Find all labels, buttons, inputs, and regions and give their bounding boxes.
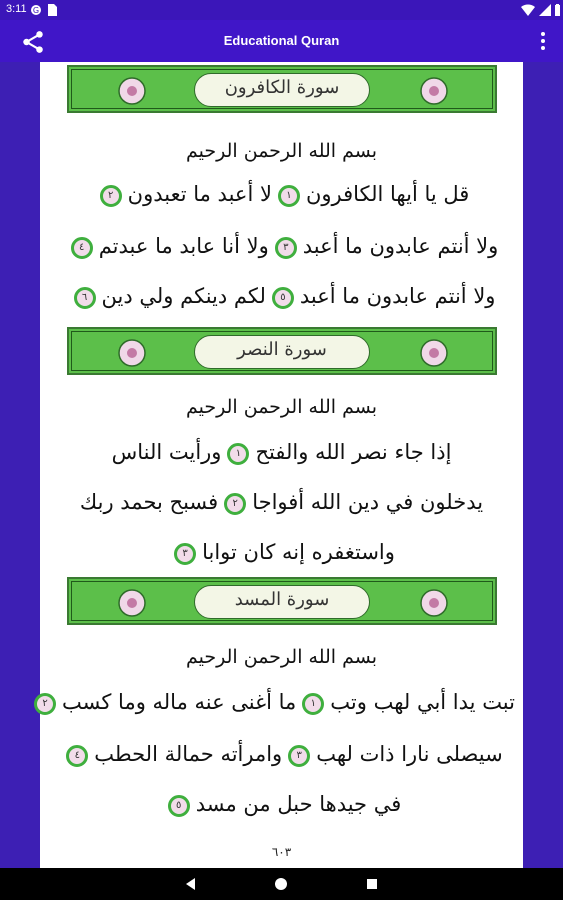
ayah-number-marker: ٣ [288, 745, 310, 767]
ayah-number-marker: ٤ [71, 237, 93, 259]
ayah-number-marker: ٢ [34, 693, 56, 715]
surah-header-banner [67, 65, 497, 113]
svg-text:G: G [32, 6, 40, 15]
nav-recents-icon[interactable] [364, 876, 380, 892]
verse-line [48, 182, 515, 207]
ayah-number-marker: ٢ [100, 185, 122, 207]
verse-text: تبت يدا أبي لهب وتب [330, 690, 515, 714]
verse-text: ولا أنتم عابدون ما أعبد [299, 284, 496, 308]
ayah-number-marker: ٤ [66, 745, 88, 767]
ayah-number-marker: ١ [227, 443, 249, 465]
wifi-icon [521, 4, 535, 16]
surah-title: سورة المسد [234, 589, 330, 610]
verse-line [42, 690, 515, 715]
verse-text: سيصلى نارا ذات لهب [316, 742, 503, 766]
signal-icon [539, 4, 551, 16]
surah-header-banner [67, 327, 497, 375]
verse-line [48, 490, 515, 515]
app-title: Educational Quran [223, 33, 340, 48]
verse-text: ما أغنى عنه ماله وما كسب [62, 690, 297, 714]
status-bar [0, 0, 563, 20]
rosette-ornament-icon [117, 338, 147, 368]
basmala: بسم الله الرحمن الرحيم [186, 646, 377, 668]
verse-text: ولا أنتم عابدون ما أعبد [302, 234, 499, 258]
ayah-number-marker: ٢ [224, 493, 246, 515]
nav-back-icon[interactable] [183, 876, 199, 892]
surah-header-banner [67, 577, 497, 625]
app-bar [0, 20, 563, 62]
verse-line [48, 792, 515, 817]
ayah-number-marker: ٥ [168, 795, 190, 817]
verse-text: لكم دينكم ولي دين [101, 284, 266, 308]
surah-title: سورة النصر [237, 339, 327, 360]
nav-home-icon[interactable] [273, 876, 289, 892]
verse-line [48, 540, 515, 565]
ayah-number-marker: ١ [302, 693, 324, 715]
more-vert-icon[interactable] [535, 30, 551, 52]
sim-card-icon [48, 4, 57, 16]
system-nav-bar [0, 868, 563, 900]
verse-text: ولا أنا عابد ما عبدتم [98, 234, 269, 258]
ayah-number-marker: ٦ [74, 287, 96, 309]
rosette-ornament-icon [419, 588, 449, 618]
notification-icon [30, 4, 42, 16]
verse-line [48, 284, 515, 309]
battery-icon [554, 4, 561, 16]
page-number: ٦٠٣ [271, 845, 292, 859]
ayah-number-marker: ٣ [275, 237, 297, 259]
status-time: 3:11 [6, 3, 27, 15]
verse-text: إذا جاء نصر الله والفتح [255, 440, 452, 464]
rosette-ornament-icon [419, 338, 449, 368]
basmala: بسم الله الرحمن الرحيم [186, 396, 377, 418]
verse-line [48, 440, 515, 465]
rosette-ornament-icon [117, 76, 147, 106]
basmala: بسم الله الرحمن الرحيم [186, 140, 377, 162]
verse-text: فسبح بحمد ربك [79, 490, 219, 514]
verse-text: في جيدها حبل من مسد [195, 792, 402, 816]
surah-title: سورة الكافرون [224, 77, 340, 98]
verse-text: ورأيت الناس [111, 440, 222, 464]
ayah-number-marker: ١ [278, 185, 300, 207]
verse-text: وامرأته حمالة الحطب [94, 742, 283, 766]
verse-text: قل يا أيها الكافرون [305, 182, 470, 206]
ayah-number-marker: ٥ [272, 287, 294, 309]
verse-text: يدخلون في دين الله أفواجا [252, 490, 484, 514]
rosette-ornament-icon [117, 588, 147, 618]
rosette-ornament-icon [419, 76, 449, 106]
quran-page [40, 62, 523, 868]
verse-line [48, 234, 515, 259]
verse-text: واستغفره إنه كان توابا [202, 540, 395, 564]
verse-text: لا أعبد ما تعبدون [127, 182, 272, 206]
verse-line [48, 742, 515, 767]
ayah-number-marker: ٣ [174, 543, 196, 565]
